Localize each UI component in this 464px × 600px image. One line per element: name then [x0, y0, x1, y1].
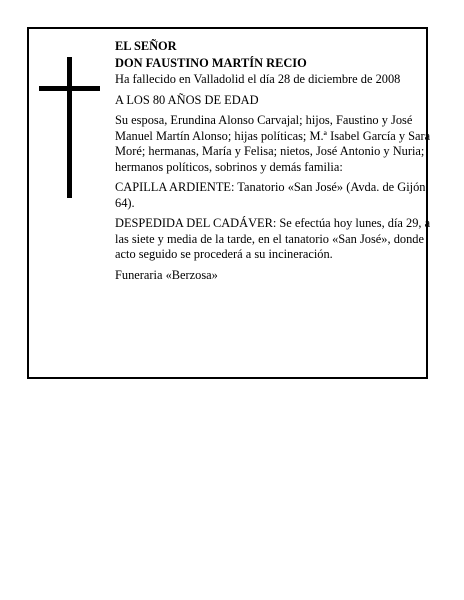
cross-vertical-bar: [67, 57, 72, 198]
funeral-home: Funeraria «Berzosa»: [115, 267, 218, 282]
chapel-info: CAPILLA ARDIENTE: Tanatorio «San José» (Avda. de Gijón, 64).: [115, 180, 429, 210]
cross-horizontal-bar: [39, 86, 100, 91]
death-announcement: Ha fallecido en Valladolid el día 28 de diciembre de 2008: [115, 72, 401, 87]
deceased-name: DON FAUSTINO MARTÍN RECIO: [115, 55, 307, 70]
family-list: Su esposa, Erundina Alonso Carvajal; hijos, Faustino y José Manuel Martín Alonso; hijas políticas; M.ª Isabel García y Sara Moré; hermanas, María y Felisa; nietos, José Antonio y Nuria; hermanos políticos, sobrinos y demás familia:: [115, 112, 431, 174]
deceased-title: EL SEÑOR: [115, 39, 177, 53]
notice-text: [115, 39, 431, 288]
obituary-notice: [27, 27, 431, 379]
age-line: A LOS 80 AÑOS DE EDAD: [115, 92, 259, 107]
farewell-info: DESPEDIDA DEL CADÁVER: Se efectúa hoy lunes, día 29, a las siete y media de la tarde, en el tanatorio «San José», donde acto seguido se procederá a su incineración.: [115, 216, 431, 262]
